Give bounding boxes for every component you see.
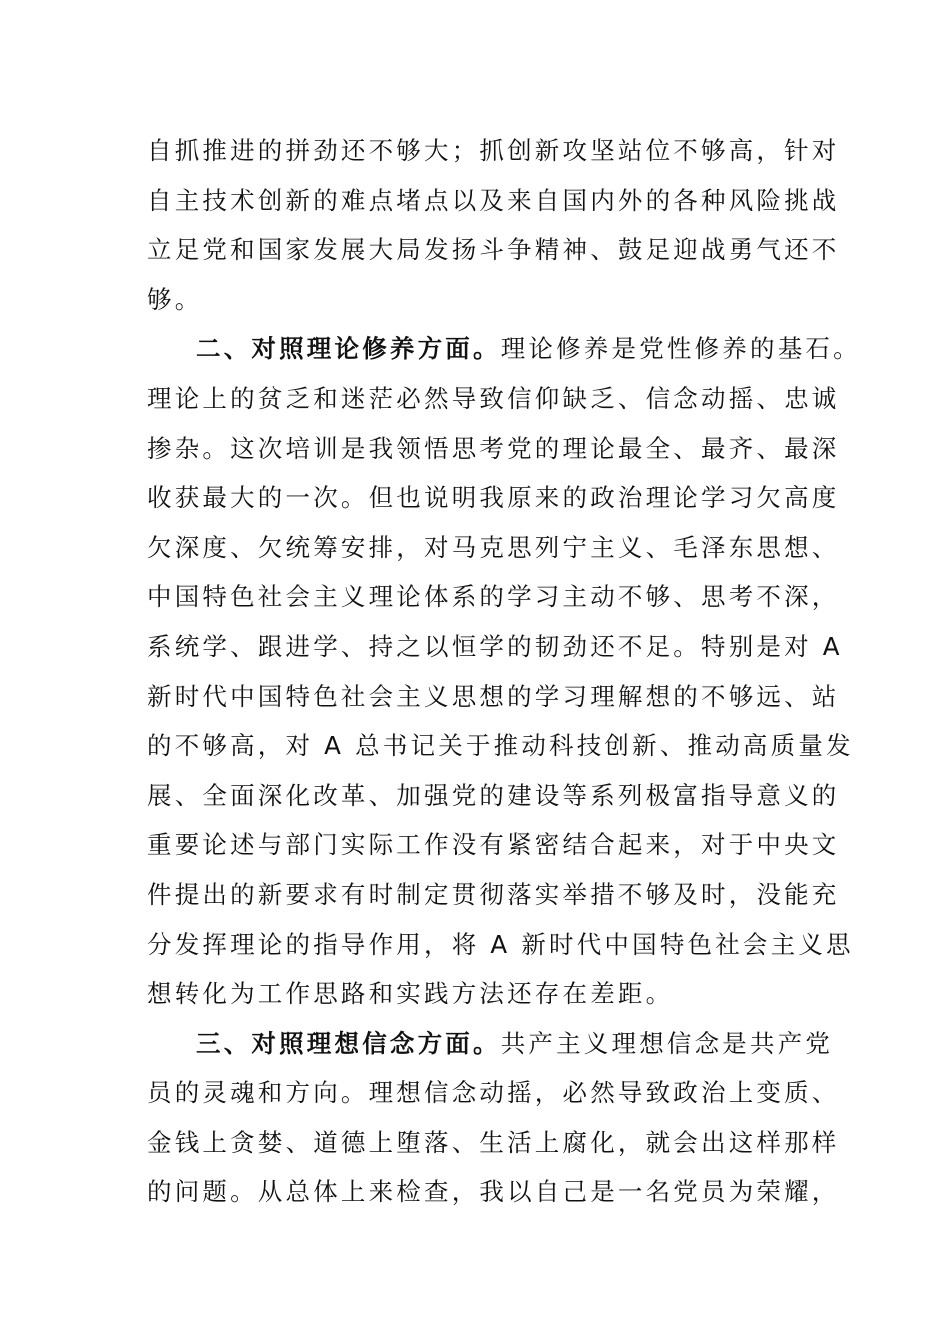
paragraph-3-line: 员的灵魂和方向。理想信念动摇，必然导致政治上变质、 [147, 1078, 840, 1108]
paragraph-2-line: 掺杂。这次培训是我领悟思考党的理论最全、最齐、最深 [147, 433, 840, 463]
paragraph-2-line: 的不够高，对 A 总书记关于推动科技创新、推动高质量发 [147, 731, 854, 761]
paragraph-2-line: 重要论述与部门实际工作没有紧密结合起来，对于中央文 [147, 830, 840, 860]
paragraph-1-line: 立足党和国家发展大局发扬斗争精神、鼓足迎战勇气还不 [147, 235, 840, 265]
section-2-heading: 二、对照理论修养方面。 [196, 334, 501, 364]
paragraph-2-line: 展、全面深化改革、加强党的建设等系列极富指导意义的 [147, 780, 840, 810]
paragraph-3-line: 的问题。从总体上来检查，我以自己是一名党员为荣耀， [147, 1177, 840, 1207]
paragraph-3-first-line [147, 1019, 834, 1069]
paragraph-1-line: 自抓推进的拼劲还不够大；抓创新攻坚站位不够高，针对 [147, 136, 840, 165]
paragraph-2-line: 新时代中国特色社会主义思想的学习理解想的不够远、站 [147, 681, 840, 711]
paragraph-3-lead-text: 共产主义理想信念是共产党 [500, 1028, 834, 1058]
paragraph-2-line: 理论上的贫乏和迷茫必然导致信仰缺乏、信念动摇、忠诚 [147, 383, 840, 413]
paragraph-2-line: 系统学、跟进学、持之以恒学的韧劲还不足。特别是对 A [147, 631, 843, 661]
paragraph-2-line: 中国特色社会主义理论体系的学习主动不够、思考不深， [147, 582, 840, 612]
paragraph-2-first-line [147, 324, 861, 374]
paragraph-3-line: 金钱上贪婪、道德上堕落、生活上腐化，就会出这样那样 [147, 1127, 840, 1157]
paragraph-2-line: 欠深度、欠统筹安排，对马克思列宁主义、毛泽东思想、 [147, 532, 840, 562]
paragraph-2-line: 想转化为工作思路和实践方法还存在差距。 [147, 979, 674, 1009]
paragraph-2-line: 分发挥理论的指导作用，将 A 新时代中国特色社会主义思 [147, 929, 854, 959]
section-3-heading: 三、对照理想信念方面。 [196, 1028, 501, 1058]
paragraph-2-line: 收获最大的一次。但也说明我原来的政治理论学习欠高度 [147, 483, 840, 513]
paragraph-1-line: 够。 [147, 284, 203, 314]
document-body [147, 126, 861, 1217]
paragraph-2-lead-text: 理论修养是党性修养的基石。 [500, 334, 861, 364]
paragraph-2-line: 件提出的新要求有时制定贯彻落实举措不够及时，没能充 [147, 879, 840, 909]
paragraph-1-line: 自主技术创新的难点堵点以及来自国内外的各种风险挑战 [147, 185, 840, 215]
